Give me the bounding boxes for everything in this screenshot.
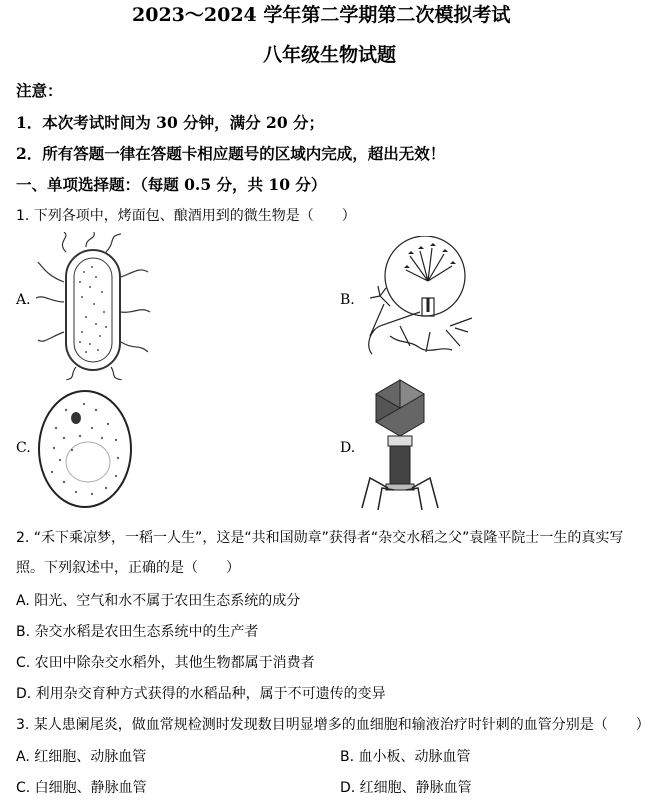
question-1-stem: 1. 下列各项中，烤面包、酿酒用到的微生物是（ ） bbox=[16, 208, 356, 224]
notice-label: 注意： bbox=[16, 81, 63, 100]
q3-option-d: D. 红细胞、静脉血管 bbox=[340, 780, 472, 796]
q2-option-b: B. 杂交水稻是农田生态系统中的生产者 bbox=[16, 624, 259, 640]
q3-option-a: A. 红细胞、动脉血管 bbox=[16, 749, 147, 765]
notice-item-2: 2．所有答题一律在答题卡相应题号的区域内完成，超出无效！ bbox=[16, 144, 446, 163]
q3-option-b: B. 血小板、动脉血管 bbox=[340, 749, 471, 765]
q1-option-a-label: A. bbox=[16, 292, 31, 308]
q1-option-b-label: B. bbox=[340, 292, 355, 308]
virus-illustration bbox=[360, 378, 440, 510]
q1-option-c-label: C. bbox=[16, 440, 31, 456]
section-heading: 一、单项选择题：（每题 0.5 分，共 10 分） bbox=[16, 175, 327, 194]
question-3-stem: 3. 某人患阑尾炎，做血常规检测时发现数目明显增多的血细胞和输液治疗时针刺的血管分别是（ ） bbox=[16, 717, 650, 733]
question-2-stem-line1: 2. “禾下乘凉梦，一稻一人生”，这是“共和国勋章”获得者“杂交水稻之父”袁隆平院士一生的真实写 bbox=[16, 530, 624, 546]
q2-option-c: C. 农田中除杂交水稻外，其他生物都属于消费者 bbox=[16, 655, 315, 671]
yeast-illustration bbox=[36, 388, 134, 510]
bacterium-illustration bbox=[36, 232, 151, 380]
mold-illustration bbox=[360, 236, 480, 364]
exam-title: 2023～2024 学年第二学期第二次模拟考试 bbox=[132, 4, 511, 26]
notice-item-1: 1．本次考试时间为 30 分钟，满分 20 分； bbox=[16, 113, 325, 132]
q2-option-d: D. 利用杂交育种方式获得的水稻品种，属于不可遗传的变异 bbox=[16, 686, 386, 702]
question-2-stem-line2: 照。下列叙述中，正确的是（ ） bbox=[16, 560, 240, 576]
q3-option-c: C. 白细胞、静脉血管 bbox=[16, 780, 147, 796]
q1-option-d-label: D. bbox=[340, 440, 356, 456]
exam-subtitle: 八年级生物试题 bbox=[263, 44, 397, 66]
q2-option-a: A. 阳光、空气和水不属于农田生态系统的成分 bbox=[16, 593, 301, 609]
